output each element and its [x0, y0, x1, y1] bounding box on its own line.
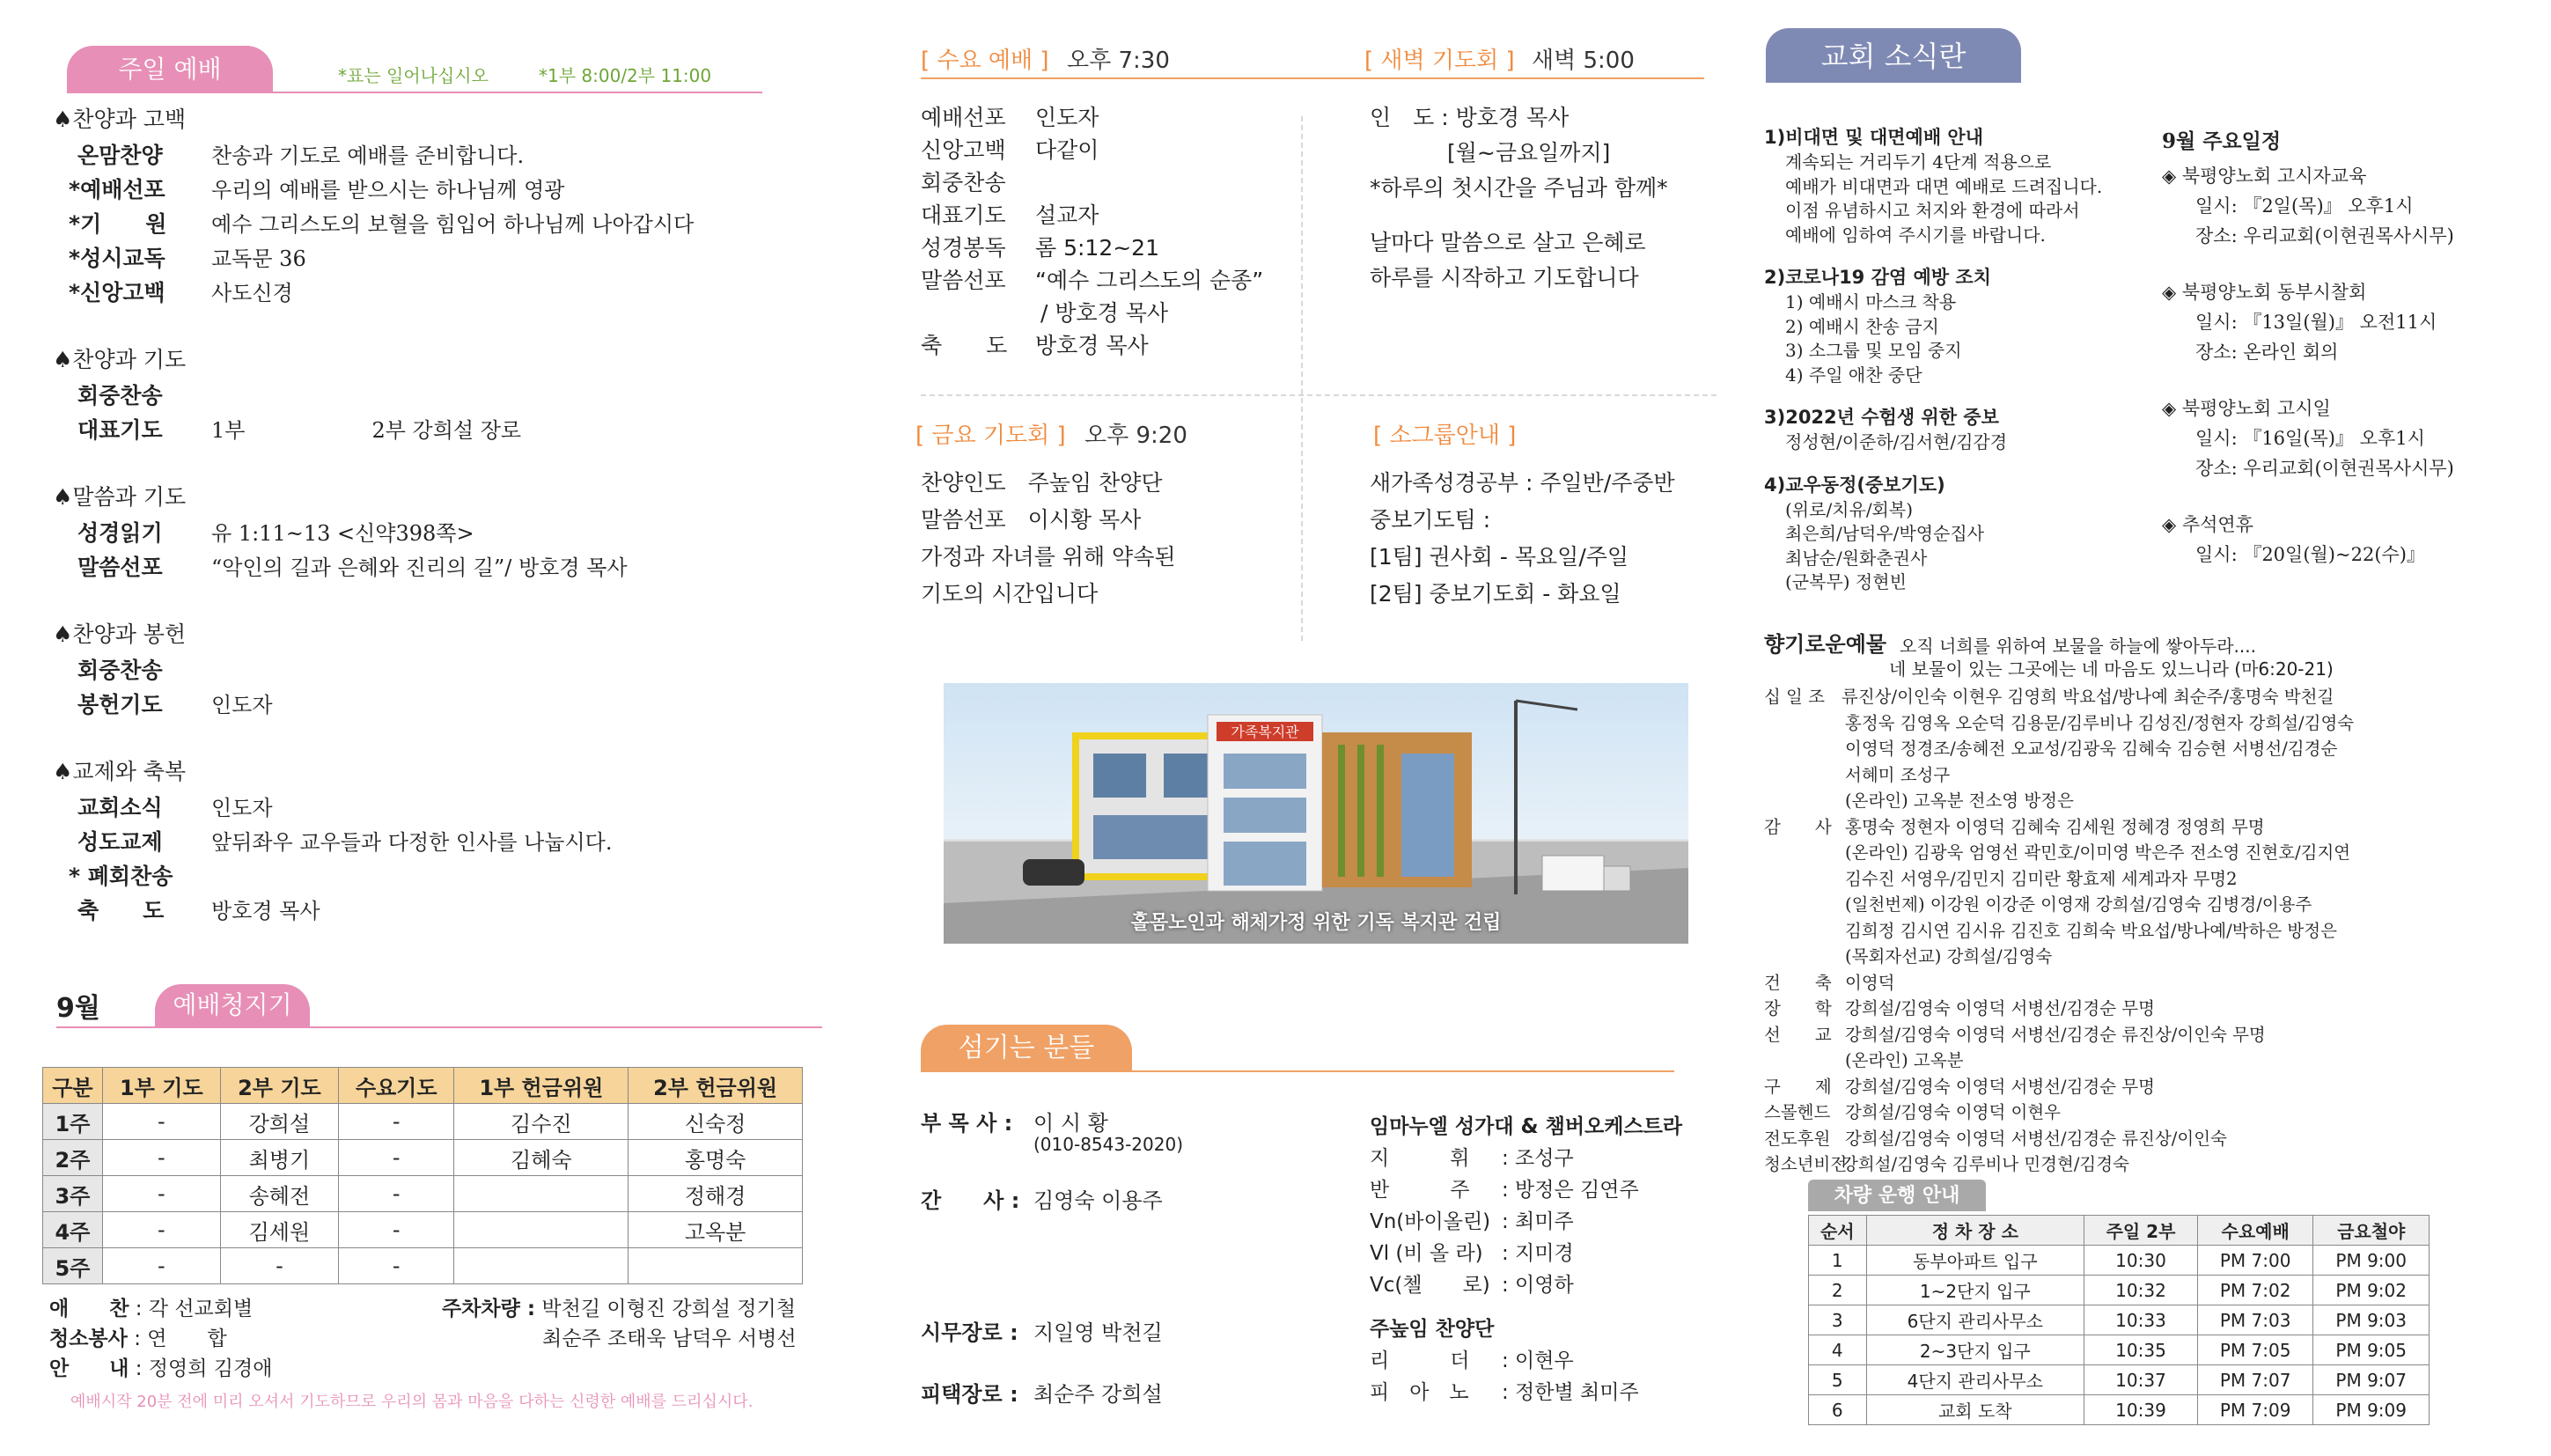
news-spacer [1764, 247, 2178, 265]
wed-item-text: 설교자 [1035, 202, 1099, 228]
choir-name: : 방정은 김연주 [1502, 1179, 1639, 1202]
offering-line: 홍명숙 정현자 이영덕 김혜숙 김세원 정혜경 정영희 무명 [1845, 816, 2265, 837]
bus-cell: PM 7:03 [2197, 1305, 2313, 1335]
order-section-heading: ♠교제와 축복 [53, 759, 187, 784]
offering-line: (목회자선교) 강희설/김영숙 [1845, 946, 2053, 967]
news-spacer [1764, 387, 2178, 405]
order-item-text: 인도자 [211, 796, 273, 820]
wed-item-label: 회중찬송 [921, 170, 1006, 195]
duty-header-cell: 1부 기도 [102, 1068, 220, 1104]
bus-cell: PM 9:07 [2313, 1365, 2430, 1395]
order-item-text: 찬송과 기도로 예배를 준비합니다. [211, 143, 525, 168]
image-caption: 홀몸노인과 해체가정 위한 기독 복지관 건립 [1130, 912, 1502, 934]
fri-text-1: 가정과 자녀를 위해 약속된 [921, 544, 1176, 570]
bus-cell: 4 [1809, 1335, 1867, 1365]
bus-cell: 10:39 [2084, 1395, 2198, 1425]
duty-cell: - [102, 1248, 220, 1284]
order-item-label: *기 원 [69, 211, 167, 237]
bus-title: 차량 운행 안내 [1808, 1180, 1986, 1211]
duty-cell [454, 1212, 629, 1248]
bus-cell: 6 [1809, 1395, 1867, 1425]
wed-item-label: 축 도 [921, 333, 1008, 358]
bus-cell: PM 9:02 [2313, 1276, 2430, 1305]
col2-top-line [921, 77, 1704, 79]
bus-header-cell: 정 차 장 소 [1866, 1216, 2084, 1246]
parking-label: 주차차량 : [442, 1298, 536, 1320]
duty-table [42, 1067, 803, 1284]
servers-underline [921, 1070, 1674, 1072]
hymn-label: 애 찬 [49, 1298, 129, 1320]
duty-row [43, 1104, 803, 1140]
bus-cell: 6단지 관리사무소 [1866, 1305, 2084, 1335]
duty-cell: 고옥분 [629, 1212, 803, 1248]
duty-cell: 강희설 [220, 1104, 338, 1140]
order-item-text: 인도자 [211, 693, 273, 717]
bus-cell: 1 [1809, 1246, 1867, 1276]
duty-row [43, 1140, 803, 1176]
praise-member [1370, 1345, 1722, 1377]
order-item-label: *예배선포 [69, 177, 165, 202]
offering-line: (온라인) 고옥분 전소영 방정은 [1845, 791, 2074, 811]
order-item-label: *신앙고백 [69, 280, 165, 305]
small-group-line-2: 중보기도팀 : [1370, 507, 1491, 533]
news-line: 계속되는 거리두기 4단계 적용으로 [1785, 151, 2052, 173]
choir-member [1370, 1174, 1722, 1206]
choir-name: : 조성구 [1502, 1147, 1574, 1170]
worship-notice: 예배시작 20분 전에 미리 오셔서 기도하므로 우리의 몸과 마음을 다하는 신령한 예배를 드리십시다. [70, 1393, 754, 1411]
news-title: 4)교우동정(중보기도) [1764, 474, 1945, 496]
news-line: (군복무) 정현빈 [1785, 571, 1907, 592]
clean-value: : 연 합 [134, 1327, 227, 1350]
bus-cell: PM 7:02 [2197, 1276, 2313, 1305]
duty-cell: - [338, 1104, 454, 1140]
choir-role: 반 주 [1370, 1179, 1470, 1202]
praise-team-title: 주높임 찬양단 [1370, 1318, 1495, 1341]
fri-text-2: 기도의 시간입니다 [921, 581, 1099, 607]
duty-row [43, 1248, 803, 1284]
bus-cell: PM 7:07 [2197, 1365, 2313, 1395]
duty-cell: - [102, 1212, 220, 1248]
choir-title: 임마누엘 성가대 & 챔버오케스트라 [1370, 1115, 1683, 1138]
bus-cell: 3 [1809, 1305, 1867, 1335]
duty-cell: 정해경 [629, 1176, 803, 1212]
fri-time: 오후 9:20 [1084, 423, 1187, 449]
news-line: 최은희/남덕우/박영순집사 [1785, 523, 1984, 544]
offering-line: 강희설/김영숙 이영덕 서병선/김경순 류진상/이인숙 [1845, 1128, 2227, 1149]
news-line: 이점 유념하시고 처지와 환경에 따라서 [1785, 200, 2080, 221]
duty-cell: 신숙정 [629, 1104, 803, 1140]
order-item-label: 축 도 [77, 898, 165, 923]
small-group-line-3: [1팀] 권사회 - 목요일/주일 [1370, 544, 1629, 570]
news-line: 최남순/원화춘권사 [1785, 547, 1928, 569]
bus-cell: PM 9:00 [2313, 1246, 2430, 1276]
retired-label: 피택장로 : [921, 1382, 1018, 1407]
order-item-text: 앞뒤좌우 교우들과 다정한 인사를 나눕시다. [211, 830, 613, 855]
wed-item-label: 성경봉독 [921, 235, 1006, 261]
order-item-label: *성시교독 [69, 246, 165, 271]
bus-cell: 1~2단지 입구 [1866, 1276, 2084, 1305]
duty-cell: 3주 [43, 1176, 103, 1212]
duty-row [43, 1212, 803, 1248]
fri-praise-text: 주높임 찬양단 [1027, 470, 1163, 496]
bus-row [1809, 1305, 2430, 1335]
small-group-title: [ 소그룹안내 ] [1373, 423, 1517, 449]
duty-cell: 송혜전 [220, 1176, 338, 1212]
order-item-label: 성경읽기 [77, 520, 163, 546]
sunday-worship-header: 주일 예배 [67, 46, 273, 92]
header-underline [67, 92, 762, 93]
evangelist-label: 간 사 : [921, 1188, 1020, 1213]
offering-label: 구 제 [1764, 1076, 1832, 1097]
schedule-name: ◈ 추석연휴 [2162, 514, 2253, 535]
duty-cell: 최병기 [220, 1140, 338, 1176]
wed-item-text: “예수 그리스도의 순종” [1035, 268, 1264, 293]
news-line: 2) 예배시 찬송 금지 [1785, 315, 1939, 337]
order-item-text: 우리의 예배를 받으시는 하나님께 영광 [211, 178, 565, 202]
bus-cell: 동부아파트 입구 [1866, 1246, 2084, 1276]
offering-line: 강희설/김영숙 이영덕 서병선/김경순 무명 [1845, 1076, 2155, 1097]
duty-cell: 김세원 [220, 1212, 338, 1248]
wed-title: [ 수요 예배 ] [921, 48, 1049, 74]
dawn-motto: *하루의 첫시간을 주님과 함께* [1370, 175, 1668, 201]
retired-name: 최순주 강희설 [1033, 1382, 1163, 1407]
wed-item-text: 방호경 목사 [1035, 333, 1149, 358]
offering-line: (온라인) 고옥분 [1845, 1050, 1964, 1070]
choir-name: : 이영하 [1502, 1274, 1574, 1297]
schedule-list [2162, 161, 2549, 589]
offering-label: 선 교 [1764, 1024, 1832, 1045]
building-illustration [944, 683, 1688, 944]
schedule-spacer [2162, 483, 2549, 503]
duty-header-cell: 2부 헌금위원 [629, 1068, 803, 1104]
offering-label: 건 축 [1764, 972, 1832, 993]
fri-info [921, 465, 1176, 613]
offering-line: 강희설/김영숙 김루비나 민경현/김경숙 [1842, 1154, 2129, 1174]
duty-underline [56, 1026, 822, 1028]
news-line: 4) 주일 애찬 중단 [1785, 364, 1922, 386]
offering-label: 장 학 [1764, 998, 1832, 1018]
offering-verse-1: 오직 너희를 위하여 보물을 하늘에 쌓아두라.... [1900, 636, 2256, 657]
bus-cell: PM 9:03 [2313, 1305, 2430, 1335]
bus-cell: 4단지 관리사무소 [1866, 1365, 2084, 1395]
dawn-text-1: 날마다 말씀으로 살고 은혜로 [1370, 230, 1646, 255]
bus-row [1809, 1395, 2430, 1425]
order-item-text: 예수 그리스도의 보혈을 힘입어 하나님께 나아갑시다 [211, 212, 695, 237]
news-line: 정성현/이준하/김서현/김감경 [1785, 431, 2008, 452]
duty-cell: 김수진 [454, 1104, 629, 1140]
news-title: 2)코로나19 감염 예방 조치 [1764, 267, 1991, 288]
choir-role: Vn(바이올린) [1370, 1210, 1491, 1233]
order-item-text: 유 1:11~13 <신약398쪽> [211, 521, 474, 546]
offering-line: 강희설/김영숙 이영덕 이현우 [1845, 1102, 2062, 1122]
offering-line: 김희정 김시연 김시유 김진호 김희숙 박요섭/방나예/박하은 방정은 [1845, 920, 2337, 941]
offering-line: (온라인) 김광욱 엄영선 곽민호/이미영 박은주 전소영 진현호/김지연 [1845, 842, 2351, 863]
news-line: 예배가 비대면과 대면 예배로 드려집니다. [1785, 175, 2103, 197]
church-news-header: 교회 소식란 [1766, 28, 2021, 83]
wed-item-label: 신앙고백 [921, 137, 1006, 163]
praise-name: : 이현우 [1502, 1349, 1574, 1372]
bus-cell: 2 [1809, 1276, 1867, 1305]
bus-row [1809, 1335, 2430, 1365]
schedule-spacer [2162, 251, 2549, 270]
offering-label: 감 사 [1764, 816, 1832, 837]
offering-line: 류진상/이인숙 이현우 김영희 박요섭/방나예 최순주/홍명숙 박천길 [1842, 687, 2334, 707]
clean-label: 청소봉사 [49, 1327, 128, 1350]
schedule-line: 장소: 우리교회(이현권목사시무) [2195, 458, 2454, 479]
service-times-notice: *1부 8:00/2부 11:00 [539, 65, 712, 86]
order-item-label: 회중찬송 [77, 383, 163, 408]
bus-row [1809, 1246, 2430, 1276]
offering-line: 이영덕 정경조/송혜전 오교성/김광욱 김혜숙 김승현 서병선/김경순 [1845, 739, 2338, 759]
servers-title: 섬기는 분들 [921, 1025, 1132, 1070]
offering-line: 강희설/김영숙 이영덕 서병선/김경순 무명 [1845, 998, 2155, 1018]
schedule-title: 9월 주요일정 [2162, 129, 2282, 153]
news-spacer [1764, 455, 2178, 473]
servers-right [1370, 1111, 1722, 1408]
choir-list [1370, 1143, 1722, 1301]
wed-item-label: 예배선포 [921, 105, 1006, 130]
schedule-line: 일시: 『2일(목)』 오후1시 [2195, 195, 2414, 217]
wed-item-text: 다같이 [1035, 137, 1099, 163]
duty-cell: - [102, 1104, 220, 1140]
schedule-line: 일시: 『13일(월)』 오전11시 [2195, 312, 2437, 333]
fri-sermon-text: 이시황 목사 [1027, 507, 1142, 533]
col2-vertical-divider [1301, 116, 1303, 641]
order-item-label: 회중찬송 [77, 658, 163, 683]
dawn-title: [ 새벽 기도회 ] [1364, 48, 1515, 74]
duty-cell: - [338, 1212, 454, 1248]
bus-header-cell: 주일 2부 [2084, 1216, 2198, 1246]
bus-header-cell: 금요철야 [2313, 1216, 2430, 1246]
guide-label: 안 내 [49, 1357, 129, 1380]
dawn-leader: 인 도 : 방호경 목사 [1370, 105, 1570, 130]
elder-name: 지일영 박천길 [1033, 1320, 1163, 1345]
small-group-line-4: [2팀] 중보기도회 - 화요일 [1370, 581, 1621, 607]
wed-item-label: 말씀선포 [921, 268, 1006, 293]
choir-member [1370, 1206, 1722, 1238]
wed-item-text: 인도자 [1035, 105, 1099, 130]
news-spacer [1764, 595, 2178, 613]
bus-cell: PM 7:05 [2197, 1335, 2313, 1365]
church-news-list [1764, 125, 2178, 613]
order-item-text: 사도신경 [211, 281, 293, 305]
order-section-heading: ♠찬양과 기도 [53, 347, 187, 372]
bus-cell: PM 7:00 [2197, 1246, 2313, 1276]
duty-header-cell: 수요기도 [338, 1068, 454, 1104]
offering-label: 전도후원 [1764, 1128, 1831, 1149]
offering-label: 십 일 조 [1764, 687, 1825, 707]
dawn-info [1370, 100, 1668, 296]
order-item-text: 방호경 목사 [211, 899, 320, 923]
building-sign: 가족복지관 [1231, 724, 1299, 740]
wed-item-text: 롬 5:12~21 [1035, 235, 1159, 261]
choir-role: 지 휘 [1370, 1147, 1470, 1170]
duty-cell [629, 1248, 803, 1284]
order-section-heading: ♠찬양과 고백 [53, 107, 187, 132]
duty-header-cell: 2부 기도 [220, 1068, 338, 1104]
evangelist-name: 김영숙 이용주 [1033, 1188, 1163, 1213]
fri-sermon-label: 말씀선포 [921, 507, 1006, 533]
wed-item-text: / 방호경 목사 [1040, 300, 1169, 326]
duty-cell: 2주 [43, 1140, 103, 1176]
duty-cell: 홍명숙 [629, 1140, 803, 1176]
bus-cell: 5 [1809, 1365, 1867, 1395]
bus-cell: PM 9:09 [2313, 1395, 2430, 1425]
praise-team-list [1370, 1345, 1722, 1408]
wed-item-label: 대표기도 [921, 202, 1006, 228]
schedule-line: 일시: 『20일(월)~22(수)』 [2195, 544, 2425, 565]
duty-cell: 4주 [43, 1212, 103, 1248]
duty-header-cell: 구분 [43, 1068, 103, 1104]
bus-cell: PM 7:09 [2197, 1395, 2313, 1425]
dawn-time: 새벽 5:00 [1532, 48, 1635, 74]
offering-verse-2: 네 보물이 있는 그곳에는 네 마음도 있느니라 (마6:20-21) [1889, 658, 2334, 680]
offering-line: 서혜미 조성구 [1845, 764, 1951, 785]
bus-cell: 10:37 [2084, 1365, 2198, 1395]
offering-label: 스몰헨드 [1764, 1102, 1831, 1122]
choir-member [1370, 1238, 1722, 1269]
wed-time: 오후 7:30 [1067, 48, 1170, 74]
bus-header-cell: 순서 [1809, 1216, 1867, 1246]
offering-title: 향기로운예물 [1764, 632, 1887, 657]
news-line: 1) 예배시 마스크 착용 [1785, 291, 1957, 313]
choir-member [1370, 1269, 1722, 1301]
schedule-line: 장소: 온라인 회의 [2195, 342, 2339, 363]
order-item-label: * 폐회찬송 [69, 864, 173, 889]
order-section-heading: ♠말씀과 기도 [53, 484, 187, 510]
pastor-name: 이 시 황 [1033, 1111, 1108, 1136]
order-section-heading: ♠찬양과 봉헌 [53, 621, 187, 647]
offering-line: 홍정욱 김영옥 오순덕 김용문/김루비나 김성진/정현자 강희설/김영숙 [1845, 712, 2355, 733]
col2-horizontal-divider [921, 394, 1717, 396]
order-item-text: 교독문 36 [211, 246, 306, 271]
elder-label: 시무장로 : [921, 1320, 1018, 1345]
bus-cell: 10:35 [2084, 1335, 2198, 1365]
bus-table [1808, 1215, 2430, 1425]
dawn-days: [월~금요일까지] [1447, 140, 1611, 165]
welfare-center-image [944, 683, 1688, 944]
order-item-label: 대표기도 [77, 417, 163, 443]
news-title: 1)비대면 및 대면예배 안내 [1764, 127, 1984, 148]
duty-cell: - [102, 1140, 220, 1176]
offering-line: 김수진 서영우/김민지 김미란 황효제 세계과자 무명2 [1845, 868, 2238, 889]
news-line: 예배에 임하여 주시기를 바랍니다. [1785, 224, 2046, 246]
schedule-name: ◈ 북평양노회 동부시찰회 [2162, 282, 2367, 303]
news-title: 3)2022년 수험생 위한 중보 [1764, 407, 1999, 428]
duty-cell: - [220, 1248, 338, 1284]
bus-cell: 2~3단지 입구 [1866, 1335, 2084, 1365]
news-line: (위로/치유/회복) [1785, 498, 1914, 520]
bus-cell: 10:33 [2084, 1305, 2198, 1335]
duty-title: 예배청지기 [155, 984, 310, 1026]
dawn-text-2: 하루를 시작하고 기도합니다 [1370, 265, 1639, 290]
praise-role: 리 더 [1370, 1349, 1470, 1372]
parking-value-1: 박천길 이형진 강희설 정기철 [541, 1298, 796, 1320]
fri-praise-label: 찬양인도 [921, 470, 1006, 496]
praise-name: : 정한별 최미주 [1502, 1381, 1639, 1404]
hymn-value: : 각 선교회별 [135, 1298, 254, 1320]
order-item-label: 교회소식 [77, 795, 163, 820]
duty-cell [454, 1176, 629, 1212]
duty-month: 9월 [56, 993, 100, 1024]
choir-member [1370, 1143, 1722, 1174]
order-item-label: 말씀선포 [77, 555, 163, 580]
offering-line: 강희설/김영숙 이영덕 서병선/김경순 류진상/이인숙 무명 [1845, 1024, 2266, 1045]
duty-row [43, 1176, 803, 1212]
parking-value-2: 최순주 조태욱 남덕우 서병선 [542, 1327, 797, 1350]
order-item-label: 성도교제 [77, 829, 163, 855]
duty-cell: - [102, 1176, 220, 1212]
schedule-name: ◈ 북평양노회 고시자교육 [2162, 165, 2367, 187]
schedule-spacer [2162, 570, 2549, 589]
schedule-spacer [2162, 367, 2549, 386]
duty-cell: 1주 [43, 1104, 103, 1140]
choir-role: Vl (비 올 라) [1370, 1242, 1483, 1265]
order-item-text: “악인의 길과 은혜와 진리의 길”/ 방호경 목사 [211, 555, 628, 580]
bus-cell: 10:32 [2084, 1276, 2198, 1305]
guide-value: : 정영희 김경애 [135, 1357, 273, 1380]
small-group-info [1370, 465, 1675, 613]
order-item-text: 1부 2부 강희설 장로 [211, 418, 522, 443]
pastor-phone: (010-8543-2020) [1033, 1134, 1184, 1155]
duty-cell [454, 1248, 629, 1284]
offering-label: 청소년비전 [1764, 1154, 1848, 1174]
schedule-block [2162, 125, 2549, 589]
bus-cell: PM 9:05 [2313, 1335, 2430, 1365]
bus-row [1809, 1365, 2430, 1395]
news-line: 3) 소그룹 및 모임 중지 [1785, 340, 1962, 361]
bus-cell: 10:30 [2084, 1246, 2198, 1276]
duty-header-cell: 1부 헌금위원 [454, 1068, 629, 1104]
schedule-line: 일시: 『16일(목)』 오후1시 [2195, 428, 2425, 449]
choir-name: : 최미주 [1502, 1210, 1574, 1233]
praise-member [1370, 1377, 1722, 1408]
fri-title: [ 금요 기도회 ] [915, 423, 1066, 449]
choir-role: Vc(첼 로) [1370, 1274, 1490, 1297]
duty-cell: - [338, 1140, 454, 1176]
standing-notice: *표는 일어나십시오 [338, 65, 489, 86]
duty-cell: - [338, 1176, 454, 1212]
small-group-line-1: 새가족성경공부 : 주일반/주중반 [1370, 470, 1675, 496]
offering-line: 이영덕 [1845, 972, 1895, 993]
duty-cell: 5주 [43, 1248, 103, 1284]
schedule-name: ◈ 북평양노회 고시일 [2162, 398, 2331, 419]
praise-role: 피 아 노 [1370, 1381, 1469, 1404]
bus-row [1809, 1276, 2430, 1305]
order-item-label: 온맘찬양 [77, 143, 163, 168]
offering-line: (일천번제) 이강원 이강준 이영재 강희설/김영숙 김병경/이용주 [1845, 894, 2312, 915]
bus-header-cell: 수요예배 [2197, 1216, 2313, 1246]
pastor-label: 부 목 사 : [921, 1111, 1013, 1136]
bus-cell: 교회 도착 [1866, 1395, 2084, 1425]
duty-cell: 김혜숙 [454, 1140, 629, 1176]
schedule-line: 장소: 우리교회(이현권목사시무) [2195, 225, 2454, 246]
duty-cell: - [338, 1248, 454, 1284]
choir-name: : 지미경 [1502, 1242, 1574, 1265]
order-item-label: 봉헌기도 [77, 692, 163, 717]
